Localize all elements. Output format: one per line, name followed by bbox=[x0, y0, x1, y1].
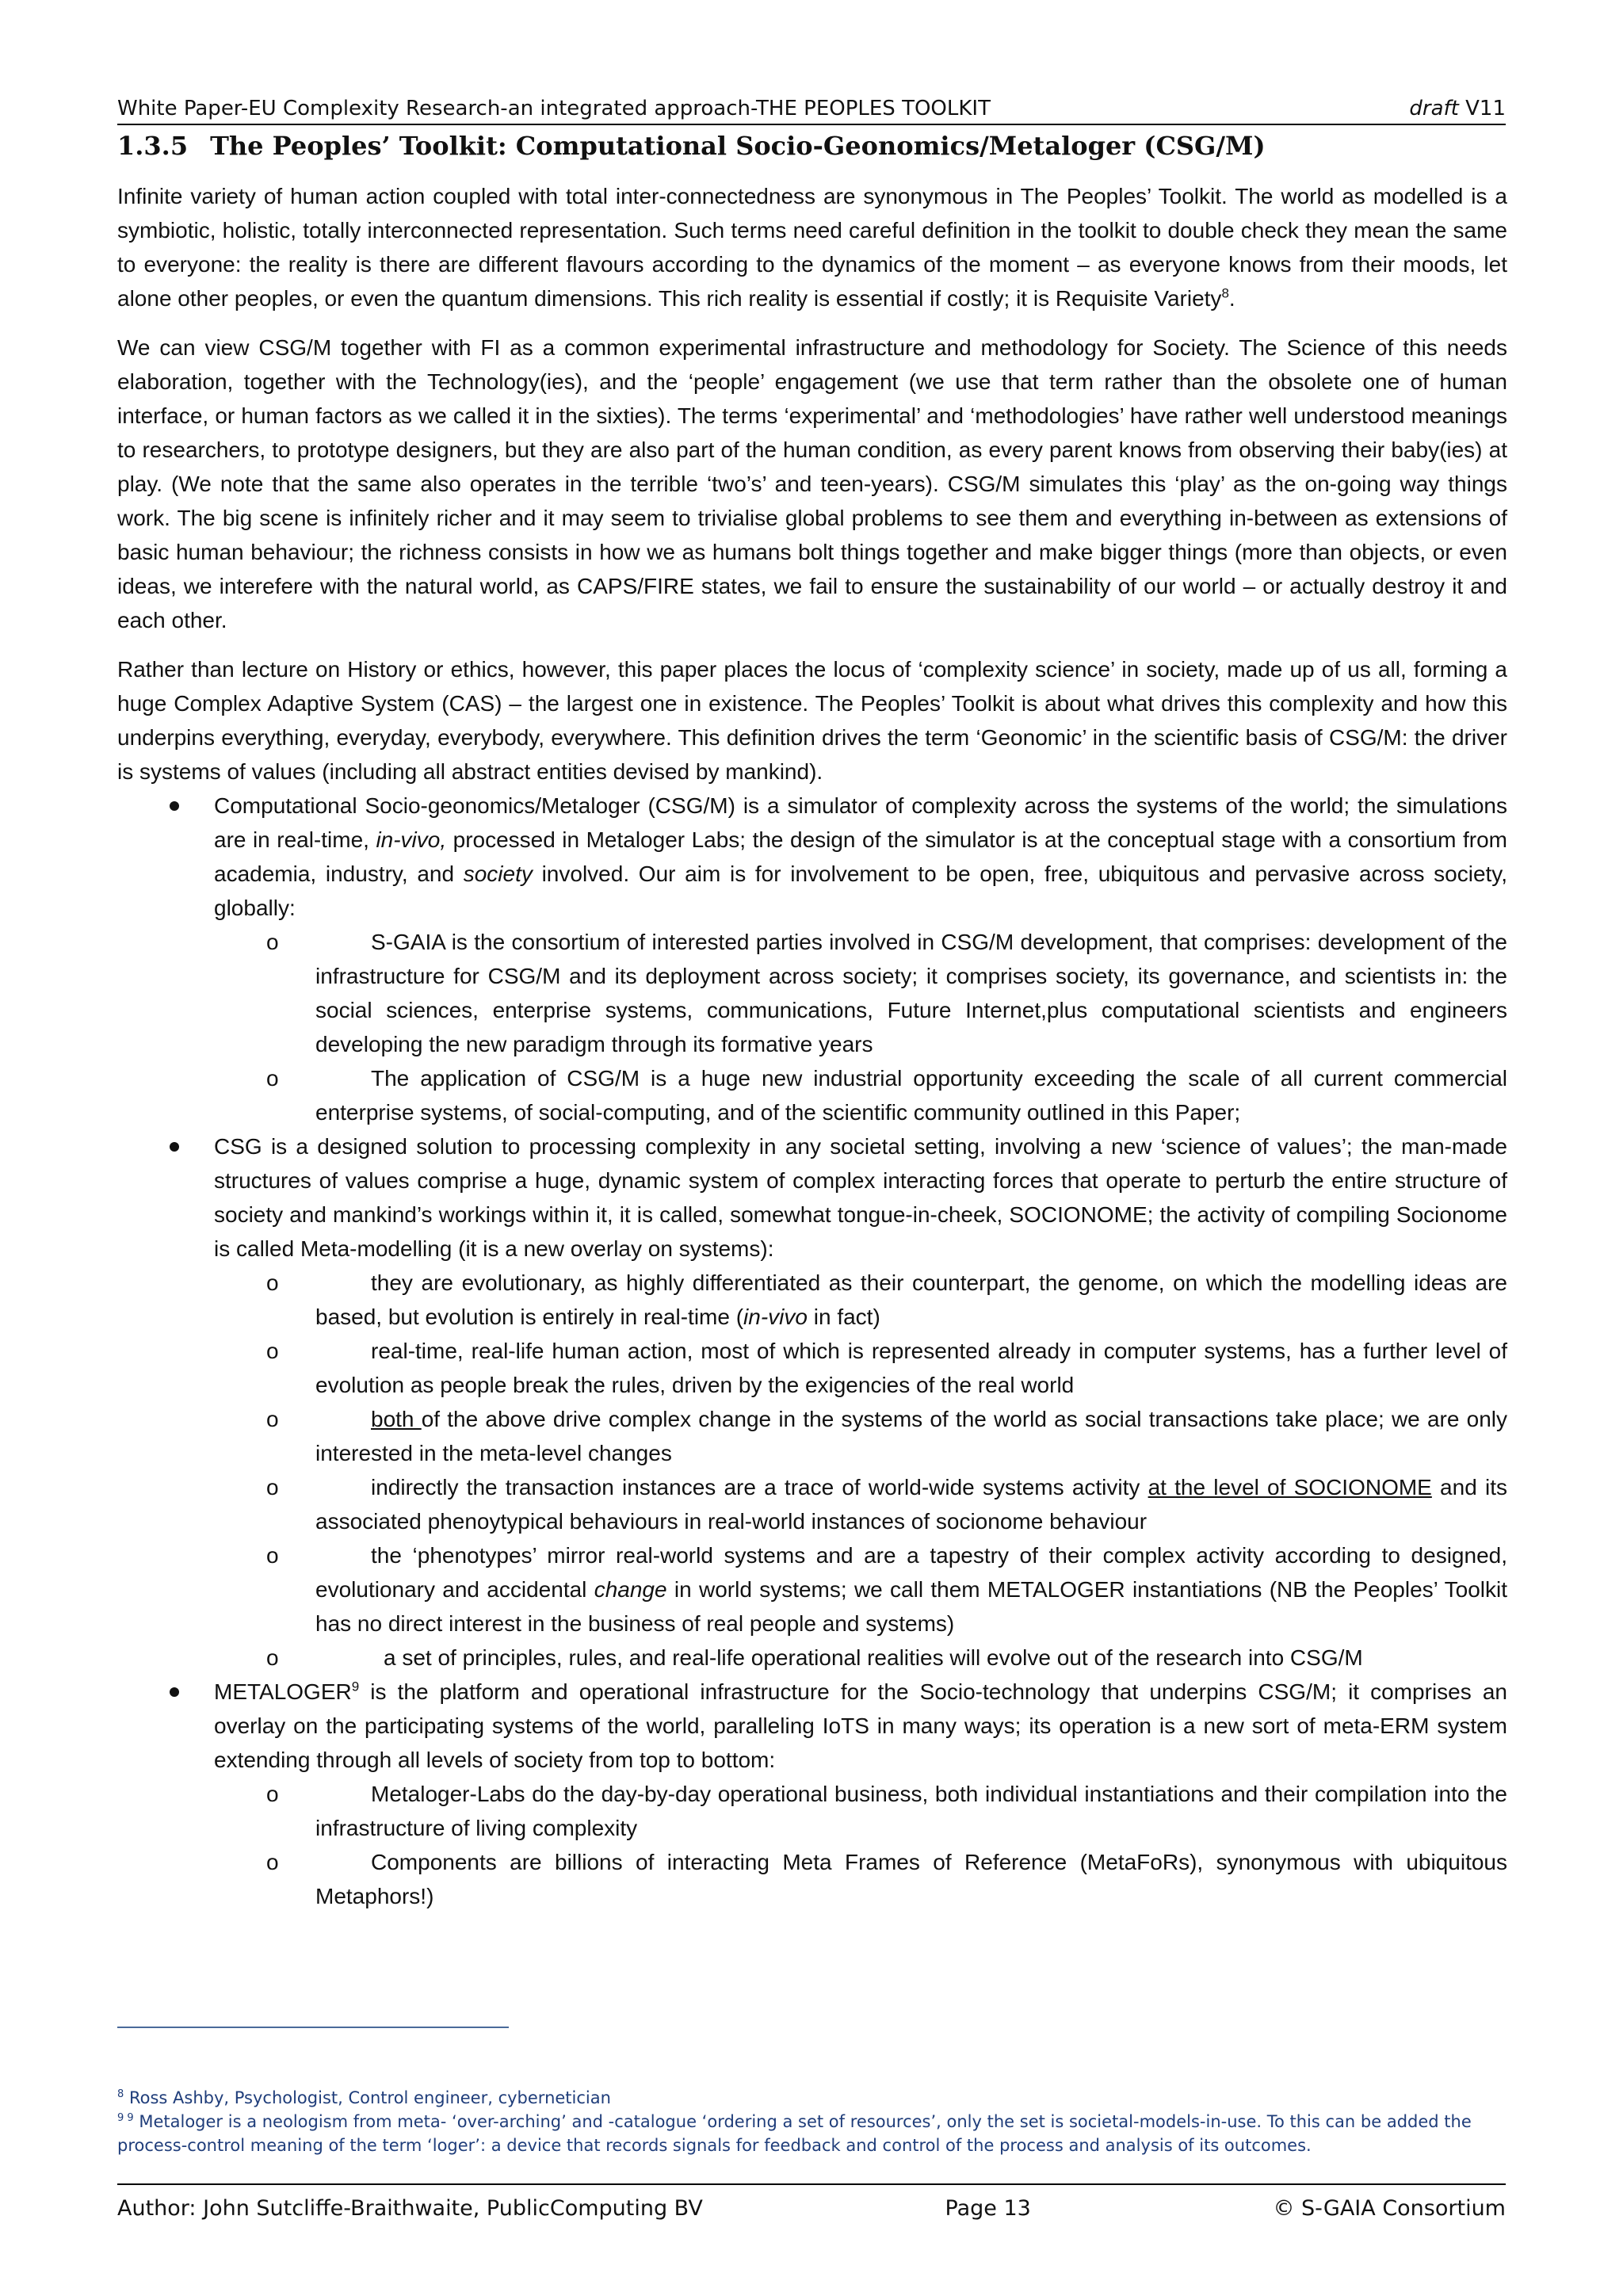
paragraph-1-text: Infinite variety of human action coupled with total inter-connectedness are synonymous in The Peoples’ Toolkit. The world as modelled is a symbiotic, holistic, totally interconnected representation. Such terms need careful definition in the toolkit to double check they mean the same to everyone: the reality is there are different flavours according to the dynamics of the moment – as everyone knows from their moods, let alone other peoples, or even the quantum dimensions. This rich reality is essential if costly; it is Requisite Variety bbox=[117, 184, 1507, 311]
sub-item bbox=[214, 1538, 1507, 1641]
bullet-dot-icon bbox=[170, 1142, 179, 1152]
footnote-separator bbox=[117, 2027, 509, 2028]
sub-item-text: in fact) bbox=[807, 1305, 880, 1329]
footnote-text: Ross Ashby, Psychologist, Control engineer, cybernetician bbox=[124, 2088, 611, 2107]
sub-item-text: Metaloger-Labs do the day-by-day operational business, both individual instantiations and their compilation into the infrastructure of living complexity bbox=[315, 1782, 1507, 1840]
sub-item bbox=[214, 1777, 1507, 1845]
sub-item-text: of the above drive complex change in the systems of the world as social transactions take place; we are only interested in the meta-level changes bbox=[315, 1407, 1508, 1465]
footnotes bbox=[117, 2086, 1506, 2157]
circle-bullet-icon: o bbox=[266, 1850, 279, 1874]
bullet-item-csg bbox=[117, 1129, 1507, 1675]
sub-list bbox=[214, 1266, 1507, 1675]
sub-item bbox=[214, 1402, 1507, 1470]
paragraph-1 bbox=[117, 179, 1507, 315]
footnote-number: 8 bbox=[117, 2088, 124, 2100]
sub-item-text: the ‘phenotypes’ mirror real-world systems and are a tapestry of their complex activity according to designed, evolutionary and accidental bbox=[315, 1543, 1507, 1602]
sub-item-text: and its associated phenoytypical behaviours in real-world instances of socionome behaviour bbox=[315, 1475, 1507, 1534]
sub-item-text: in world systems; we call them METALOGER instantiations (NB the Peoples’ Toolkit has no direct interest in the business of real people and systems) bbox=[315, 1577, 1507, 1636]
sub-item bbox=[214, 925, 1507, 1061]
bullet-text: Computational Socio-geonomics/Metaloger (CSG/M) is a simulator of complexity across the systems of the world; the simulations are in real-time, bbox=[214, 793, 1507, 852]
footnote-text: Metaloger is a neologism from meta- ‘over-arching’ and -catalogue ‘ordering a set of resources’, only the set is societal-models-in-use. To this can be added the process-control meaning of the term ‘loger’: a device that records signals for feedback and control of the process and analysis of its outcomes. bbox=[117, 2112, 1472, 2155]
underlined-text: both bbox=[371, 1407, 422, 1431]
bullet-text: involved. Our aim is for involvement to be open, free, ubiquitous and pervasive across society, globally: bbox=[214, 861, 1508, 920]
sub-item-text: real-time, real-life human action, most of which is represented already in computer systems, has a further level of evolution as people break the rules, driven by the exigencies of the real world bbox=[315, 1339, 1507, 1397]
circle-bullet-icon: o bbox=[266, 1782, 279, 1806]
sub-item-text: they are evolutionary, as highly differentiated as their counterpart, the genome, on which the modelling ideas are based, but evolution is entirely in real-time ( bbox=[315, 1270, 1507, 1329]
circle-bullet-icon: o bbox=[266, 930, 279, 954]
header-version-number: V11 bbox=[1458, 97, 1506, 120]
bullet-item-csgm bbox=[117, 789, 1507, 1129]
sub-item bbox=[214, 1845, 1507, 1913]
sub-item-text: Components are billions of interacting Meta Frames of Reference (MetaFoRs), synonymous with ubiquitous Metaphors!) bbox=[315, 1850, 1507, 1908]
circle-bullet-icon: o bbox=[266, 1645, 279, 1670]
footnote-number: 9 9 bbox=[117, 2112, 134, 2124]
page-footer bbox=[117, 2183, 1506, 2223]
sub-item-text: S-GAIA is the consortium of interested parties involved in CSG/M development, that comprises: development of the infrastructure for CSG/M and its deployment across society; it comprises society, its governance, and scientists in: the social sciences, enterprise systems, communications, Future Internet,plus computational scientists and engineers developing the new paradigm through its formative years bbox=[315, 930, 1507, 1056]
footer-copyright: © S-GAIA Consortium bbox=[1273, 2196, 1506, 2221]
paragraph-2: We can view CSG/M together with FI as a common experimental infrastructure and methodology for Society. The Science of this needs elaboration, together with the Technology(ies), and the ‘people’ engagement (we use that term rather than the obsolete one of human interface, or human factors as we called it in the sixties). The terms ‘experimental’ and ‘methodologies’ have rather well understood meanings to researchers, to prototype designers, but they are also part of the human condition, as every parent knows from observing their baby(ies) at play. (We note that the same also operates in the terrible ‘two’s’ and teen-years). CSG/M simulates this ‘play’ as the on-going way things work. The big scene is infinitely richer and it may seem to trivialise global problems to see them and everything in-between as extensions of basic human behaviour; the richness consists in how we as humans bolt things together and make bigger things (more than objects, or even ideas, we interefere with the natural world, as CAPS/FIRE states, we fail to ensure the sustainability of our world – or actually destroy it and each other. bbox=[117, 335, 1507, 632]
bullet-item-metaloger bbox=[117, 1675, 1507, 1913]
italic-text: in-vivo bbox=[743, 1305, 808, 1329]
bullet-text: is the platform and operational infrastructure for the Socio-technology that underpins CSG/M; it comprises an overlay on the participating systems of the world, paralleling IoTS in many ways; its operation is a new sort of meta-ERM system extending through all levels of society from top to bottom: bbox=[214, 1679, 1507, 1772]
bullet-dot-icon bbox=[170, 801, 179, 811]
sub-item-text: a set of principles, rules, and real-life operational realities will evolve out of the research into CSG/M bbox=[384, 1645, 1363, 1670]
circle-bullet-icon: o bbox=[266, 1270, 279, 1295]
bullet-text: processed in Metaloger Labs; the design of the simulator is at the conceptual stage with a consortium from academia, industry, and bbox=[214, 827, 1507, 886]
sub-item-text: The application of CSG/M is a huge new industrial opportunity exceeding the scale of all current commercial enterprise systems, of social-computing, and of the scientific community outlined in this Paper; bbox=[315, 1066, 1507, 1125]
footnote-9 bbox=[117, 2110, 1506, 2157]
circle-bullet-icon: o bbox=[266, 1066, 279, 1091]
footnote-8 bbox=[117, 2086, 1506, 2110]
circle-bullet-icon: o bbox=[266, 1407, 279, 1431]
sub-item bbox=[214, 1061, 1507, 1129]
circle-bullet-icon: o bbox=[266, 1339, 279, 1363]
page-header bbox=[117, 95, 1506, 125]
section-title: The Peoples’ Toolkit: Computational Socio-Geonomics/Metaloger (CSG/M) bbox=[210, 131, 1266, 161]
section-number: 1.3.5 bbox=[117, 131, 189, 161]
bullet-text: CSG is a designed solution to processing complexity in any societal setting, involving a new ‘science of values’; the man-made structures of values comprise a huge, dynamic system of complex interacting forces that operate to perturb the entire structure of society and mankind’s workings within it, it is called, somewhat tongue-in-cheek, SOCIONOME; the activity of compiling Socionome is called Meta-modelling (it is a new overlay on systems): bbox=[214, 1134, 1507, 1261]
footer-page-number: Page 13 bbox=[945, 2196, 1031, 2221]
sub-item bbox=[214, 1641, 1507, 1675]
footnote-ref-9[interactable]: 9 bbox=[351, 1679, 360, 1694]
paragraph-1-end: . bbox=[1228, 286, 1235, 311]
sub-item bbox=[214, 1334, 1507, 1402]
body-content bbox=[117, 179, 1507, 1913]
paragraph-3: Rather than lecture on History or ethics, however, this paper places the locus of ‘complexity science’ in society, made up of us all, forming a huge Complex Adaptive System (CAS) – the largest one in existence. The Peoples’ Toolkit is about what drives this complexity and how this underpins everything, everyday, everybody, everywhere. This definition drives the term ‘Geonomic’ in the scientific basis of CSG/M: the driver is systems of values (including all abstract entities devised by mankind). bbox=[117, 657, 1507, 784]
header-draft-label: draft bbox=[1409, 97, 1459, 120]
sub-item-text: indirectly the transaction instances are a trace of world-wide systems activity bbox=[371, 1475, 1148, 1499]
footer-author: Author: John Sutcliffe-Braithwaite, PublicComputing BV bbox=[117, 2196, 703, 2221]
circle-bullet-icon: o bbox=[266, 1475, 279, 1499]
sub-list bbox=[214, 1777, 1507, 1913]
sub-item bbox=[214, 1470, 1507, 1538]
sub-list bbox=[214, 925, 1507, 1129]
italic-text: society bbox=[463, 861, 533, 886]
italic-text: in-vivo, bbox=[376, 827, 447, 852]
bullet-text: METALOGER bbox=[214, 1679, 352, 1704]
footnote-ref-8[interactable]: 8 bbox=[1221, 285, 1229, 301]
bullet-dot-icon bbox=[170, 1687, 179, 1697]
bullet-list bbox=[117, 789, 1507, 1913]
section-heading bbox=[117, 128, 1506, 163]
sub-item bbox=[214, 1266, 1507, 1334]
underlined-text: at the level of SOCIONOME bbox=[1148, 1475, 1432, 1499]
header-version bbox=[1409, 95, 1506, 122]
header-title: White Paper-EU Complexity Research-an integrated approach-THE PEOPLES TOOLKIT bbox=[117, 97, 991, 120]
italic-text: change bbox=[594, 1577, 667, 1602]
circle-bullet-icon: o bbox=[266, 1543, 279, 1568]
